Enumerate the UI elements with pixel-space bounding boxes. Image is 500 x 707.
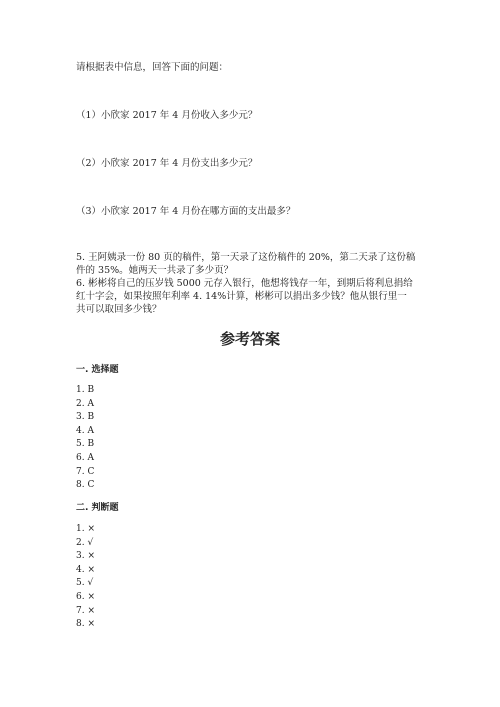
question-2: （2）小欣家 2017 年 4 月份支出多少元？: [76, 158, 258, 169]
answer-item: 6. A: [76, 452, 94, 463]
answer-item: 8. ×: [76, 619, 95, 630]
section-2-answers: [76, 523, 95, 632]
section-1-answers: [76, 384, 94, 493]
intro-text: 请根据表中信息，回答下面的问题：: [76, 62, 229, 73]
problem-5-line-2: 件的 35%。她两天一共录了多少页？: [76, 265, 234, 277]
answer-item: 5. B: [76, 439, 95, 450]
answer-item: 4. ×: [76, 564, 95, 575]
answer-item: 2. √: [76, 537, 94, 548]
answer-item: 3. B: [76, 412, 95, 423]
answer-item: 8. C: [76, 480, 95, 491]
problem-6-line-2: 红十字会，如果按照年利率 4. 14%计算，彬彬可以捐出多少钱？他从银行里一: [76, 291, 407, 303]
answer-item: 4. A: [76, 425, 94, 436]
answer-item: 6. ×: [76, 591, 95, 602]
answer-item: 2. A: [76, 398, 94, 409]
problem-6-line-1: 6. 彬彬将自己的压岁钱 5000 元存入银行，他想将钱存一年，到期后将利息捐给: [76, 278, 413, 289]
question-3: （3）小欣家 2017 年 4 月份在哪方面的支出最多？: [76, 206, 296, 217]
answer-title: 参考答案: [219, 330, 280, 348]
answer-item: 3. ×: [76, 551, 95, 562]
section-2-heading: 二. 判断题: [76, 503, 119, 513]
question-1: （1）小欣家 2017 年 4 月份收入多少元？: [76, 110, 258, 121]
problem-6-line-3: 共可以取回多少钱？: [76, 304, 162, 316]
answer-item: 1. B: [76, 385, 95, 395]
problem-5-line-1: 5. 王阿姨录一份 80 页的稿件，第一天录了这份稿件的 20%，第二天录了这份稿: [76, 252, 416, 263]
problem-5: [76, 251, 426, 277]
answer-item: 7. ×: [76, 605, 95, 616]
answer-item: 5. √: [76, 578, 94, 589]
problem-6: [76, 277, 426, 317]
answer-item: 1. ×: [76, 524, 95, 534]
section-1-heading: 一. 选择题: [76, 365, 119, 375]
answer-item: 7. C: [76, 466, 95, 477]
